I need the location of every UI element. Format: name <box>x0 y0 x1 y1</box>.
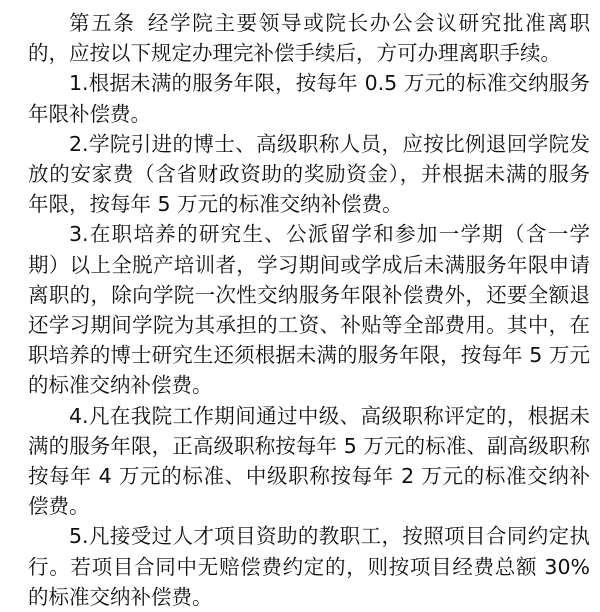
item-3: 3.在职培养的研究生、公派留学和参加一学期（含一学期）以上全脱产培训者，学习期间或学成后未满服务年限申请离职的，除向学院一次性交纳服务年限补偿费外，还要全额退还学习期间学院为其承担的工资、补贴等全部费用。其中，在职培养的博士研究生还须根据未满的服务年限，按每年 5 万元的标准交纳补偿费。 <box>28 222 590 398</box>
item-4: 4.凡在我院工作期间通过中级、高级职称评定的，根据未满的服务年限，正高级职称按每年 5 万元的标准、副高级职称按每年 4 万元的标准、中级职称按每年 2 万元的标准交纳补偿费。 <box>28 403 590 519</box>
item-2: 2.学院引进的博士、高级职称人员，应按比例退回学院发放的安家费（含省财政资助的奖励资金），并根据未满的服务年限，按每年 5 万元的标准交纳补偿费。 <box>28 131 590 217</box>
article-intro-text: 经学院主要领导或院长办公会议研究批准离职的，应按以下规定办理完补偿手续后，方可办理离职手续。 <box>28 11 591 66</box>
article-5-intro <box>28 8 590 68</box>
article-number: 第五条 <box>69 11 136 35</box>
item-1: 1.根据未满的服务年限，按每年 0.5 万元的标准交纳服务年限补偿费。 <box>28 71 590 126</box>
document-body <box>28 8 590 612</box>
item-5: 5.凡接受过人才项目资助的教职工，按照项目合同约定执行。若项目合同中无赔偿费约定的，则按项目经费总额 30%的标准交纳补偿费。 <box>28 524 590 609</box>
